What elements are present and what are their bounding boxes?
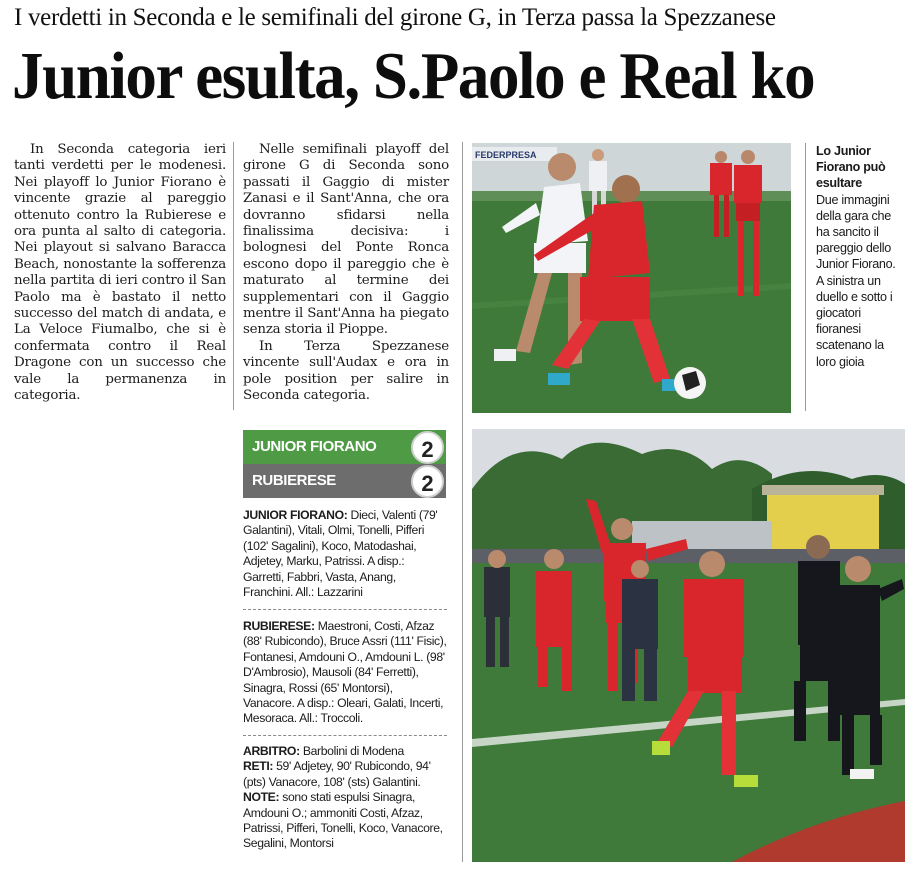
separator — [243, 735, 447, 736]
column-rule — [462, 142, 463, 862]
score-row-rubierese — [243, 464, 446, 498]
headline: Junior esulta, S.Paolo e Real ko — [12, 39, 815, 113]
referee-label: ARBITRO: — [243, 744, 300, 758]
caption-body: Due immagini della gara che ha sancito il pareggio dello Junior Fiorano. A sinistra un duello e sotto i giocatori fioranesi scatenano la loro gioia — [816, 192, 896, 369]
paragraph: In Terza Spezzanese vincente sull'Audax e ora in pole position per salire in Seconda categoria. — [243, 338, 449, 404]
lineup-label: JUNIOR FIORANO: — [243, 508, 348, 522]
notes-text: sono stati espulsi Sinagra, Amdouni O.; ammoniti Costi, Afzaz, Patrissi, Pifferi, Tonelli, Koco, Vanacore, Segalini, Montorsi — [243, 790, 443, 851]
photo-celebration — [472, 429, 905, 862]
lineup-label: RUBIERESE: — [243, 619, 315, 633]
score-row-junior — [243, 430, 446, 464]
referee-text: Barbolini di Modena — [302, 744, 404, 758]
team-score: 2 — [411, 465, 444, 498]
notes-label: NOTE: — [243, 790, 280, 805]
match-details — [243, 744, 447, 852]
kicker: I verdetti in Seconda e le semifinali del girone G, in Terza passa la Spezzanese — [14, 4, 776, 31]
caption-title: Lo Junior Fiorano può esultare — [816, 144, 886, 191]
lineup-text: Dieci, Valenti (79' Galantini), Vitali, Olmi, Tonelli, Pifferi (102' Sagalini), Koco, Matodashai, Adjetey, Marku, Patrissi. A disp.: Garretti, Fabbri, Vasta, Anang, Franchini. All.: Lazzarini — [243, 508, 438, 600]
goals-text: 59' Adjetey, 90' Rubicondo, 94' (pts) Vanacore, 108' (sts) Galantini. — [243, 759, 431, 789]
article-column-1 — [14, 142, 226, 405]
paragraph: In Seconda categoria ieri tanti verdetti per le modenesi. Nei playoff lo Junior Fiorano è vincente grazie al pareggio ottenuto contro la Rubierese e ora punta al salto di categoria. Nei playout si salvano Baracca Beach, nonostante la sofferenza nella partita di ieri contro il San Paolo ma è bastato il netto successo del match di andata, e La Veloce Fiumalbo, che si è confermata contro il Real Dragone con un successo che vale la permanenza in categoria. — [14, 142, 226, 404]
referee-line — [243, 744, 447, 759]
notes-line — [243, 790, 447, 852]
lineup-text: Maestroni, Costi, Afzaz (88' Rubicondo), Bruce Assri (111' Fisic), Fontanesi, Amdouni O., Amdouni L. (98' D'Ambrosio), Mausoli (84' Ferretti), Sinagra, Rossi (65' Montorsi), Vanacore. A disp.: Oleari, Galati, Incerti, Mesoraca. All.: Troccoli. — [243, 619, 447, 726]
paragraph: Nelle semifinali playoff del girone G di Seconda sono passati il Gaggio di mister Zanasi e il Sant'Anna, che ora dovranno sfidarsi nella finalissima decisiva: i bolognesi del Ponte Ronca escono dopo il pareggio che è maturato al termine dei supplementari con il Gaggio mentre il Sant'Anna ha piegato senza storia il Pioppe. — [243, 142, 449, 338]
photo-caption — [816, 143, 904, 370]
caption-rule — [805, 143, 806, 411]
separator — [243, 609, 447, 610]
banner-text: FEDERPRESA — [475, 150, 537, 160]
team-score: 2 — [411, 431, 444, 464]
photo-duel — [472, 143, 791, 413]
team-name: RUBIERESE — [252, 472, 336, 489]
goals-label: RETI: — [243, 759, 274, 774]
lineup-rubierese — [243, 619, 447, 727]
team-name: JUNIOR FIORANO — [252, 438, 377, 455]
lineup-junior — [243, 508, 447, 600]
goals-line — [243, 759, 447, 790]
article-column-2 — [243, 142, 449, 405]
column-rule — [233, 142, 234, 410]
